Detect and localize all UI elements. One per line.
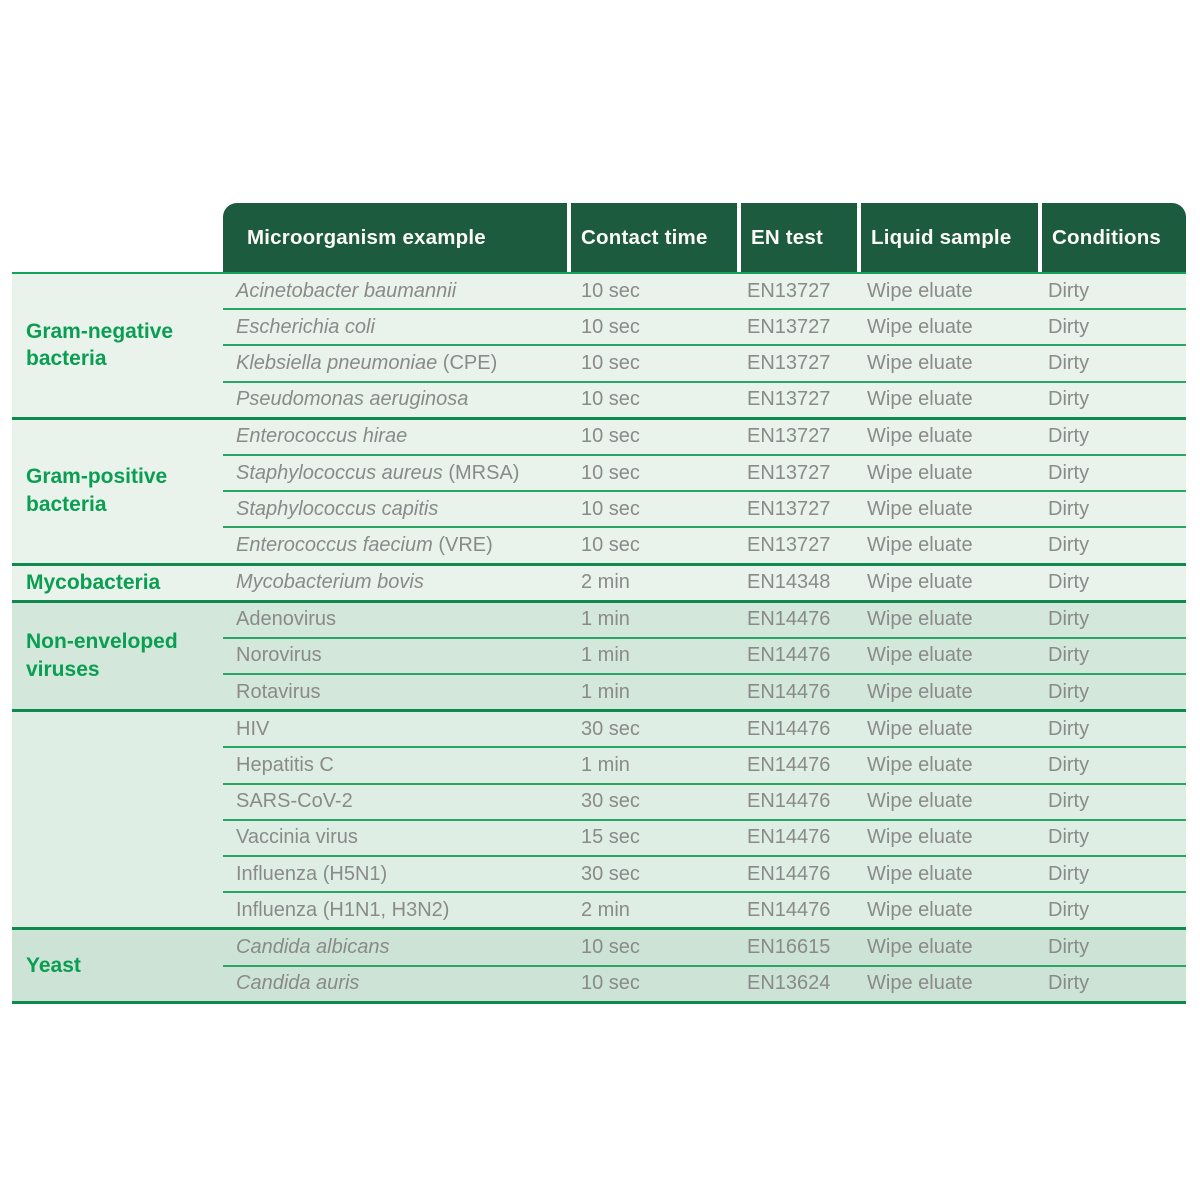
table-row	[223, 526, 1186, 562]
microorganism-cell	[223, 754, 567, 777]
liquid-sample-cell: Wipe eluate	[867, 388, 973, 411]
table-group	[12, 417, 1186, 563]
table-row	[223, 746, 1186, 782]
microorganism-latin-name: Enterococcus hirae	[236, 425, 408, 448]
contact-time-cell: 10 sec	[581, 351, 640, 374]
category-label: Gram-positive bacteria	[26, 465, 168, 517]
contact-time-cell: 10 sec	[581, 972, 640, 995]
table-row	[223, 637, 1186, 673]
conditions-cell: Dirty	[1048, 717, 1090, 740]
table-row	[223, 930, 1186, 964]
liquid-sample-cell: Wipe eluate	[867, 680, 973, 703]
en-test-cell: EN13727	[747, 425, 831, 448]
liquid-sample-cell: Wipe eluate	[867, 279, 973, 302]
en-test-cell: EN14476	[747, 862, 831, 885]
category-label: Non-enveloped viruses	[26, 630, 178, 681]
contact-time-cell: 10 sec	[581, 935, 640, 958]
table-row	[223, 855, 1186, 891]
contact-time-cell: 1 min	[581, 644, 630, 667]
liquid-sample-cell: Wipe eluate	[867, 717, 973, 740]
microorganism-cell	[223, 608, 567, 631]
liquid-sample-cell: Wipe eluate	[867, 315, 973, 338]
en-test-cell: EN14476	[747, 898, 831, 921]
liquid-sample-cell: Wipe eluate	[867, 533, 973, 556]
en-test-cell: EN13727	[747, 315, 831, 338]
en-test-cell: EN13727	[747, 279, 831, 302]
table-header-row	[223, 203, 1186, 272]
conditions-cell: Dirty	[1048, 315, 1090, 338]
microorganism-cell	[223, 425, 567, 448]
header-en-test: EN test	[741, 203, 857, 272]
conditions-cell: Dirty	[1048, 461, 1090, 484]
table-group	[12, 927, 1186, 1000]
en-test-cell: EN13727	[747, 533, 831, 556]
conditions-cell: Dirty	[1048, 898, 1090, 921]
liquid-sample-cell: Wipe eluate	[867, 754, 973, 777]
en-test-cell: EN14476	[747, 644, 831, 667]
microorganism-plain-name: (VRE)	[432, 533, 493, 556]
header-microorganism-example: Microorganism example	[223, 203, 567, 272]
contact-time-cell: 10 sec	[581, 533, 640, 556]
microorganism-cell	[223, 498, 567, 521]
microorganism-cell	[223, 644, 567, 667]
table-row	[223, 891, 1186, 927]
conditions-cell: Dirty	[1048, 425, 1090, 448]
microorganism-plain-name: Vaccinia virus	[236, 826, 358, 849]
table-group	[12, 600, 1186, 710]
table-body	[12, 272, 1186, 1004]
en-test-cell: EN13727	[747, 461, 831, 484]
contact-time-cell: 10 sec	[581, 425, 640, 448]
liquid-sample-cell: Wipe eluate	[867, 826, 973, 849]
microorganism-plain-name: (MRSA)	[442, 461, 520, 484]
contact-time-cell: 10 sec	[581, 461, 640, 484]
liquid-sample-cell: Wipe eluate	[867, 862, 973, 885]
microorganism-cell	[223, 972, 567, 995]
category-label: Yeast	[26, 953, 81, 977]
conditions-cell: Dirty	[1048, 533, 1090, 556]
en-test-cell: EN14476	[747, 826, 831, 849]
contact-time-cell: 10 sec	[581, 497, 640, 520]
microorganism-plain-name: (CPE)	[437, 351, 498, 374]
liquid-sample-cell: Wipe eluate	[867, 497, 973, 520]
microorganism-cell	[223, 534, 567, 557]
microorganism-latin-name: Mycobacterium bovis	[236, 571, 424, 594]
table-row	[223, 308, 1186, 344]
en-test-cell: EN14476	[747, 717, 831, 740]
microorganism-cell	[223, 462, 567, 485]
conditions-cell: Dirty	[1048, 935, 1090, 958]
microorganism-plain-name: Influenza (H1N1, H3N2)	[236, 898, 450, 921]
en-test-cell: EN13727	[747, 497, 831, 520]
microorganism-plain-name: Adenovirus	[236, 608, 337, 631]
contact-time-cell: 10 sec	[581, 279, 640, 302]
contact-time-cell: 2 min	[581, 571, 630, 594]
conditions-cell: Dirty	[1048, 680, 1090, 703]
en-test-cell: EN14476	[747, 680, 831, 703]
conditions-cell: Dirty	[1048, 790, 1090, 813]
microorganism-latin-name: Enterococcus faecium	[236, 533, 433, 556]
table-group	[12, 274, 1186, 417]
contact-time-cell: 2 min	[581, 898, 630, 921]
table-row	[223, 566, 1186, 600]
microorganism-latin-name: Pseudomonas aeruginosa	[236, 388, 469, 411]
en-test-cell: EN14476	[747, 754, 831, 777]
table-group	[12, 709, 1186, 927]
table-row	[223, 454, 1186, 490]
microorganism-cell	[223, 571, 567, 594]
conditions-cell: Dirty	[1048, 644, 1090, 667]
microorganism-cell	[223, 352, 567, 375]
table-row	[223, 783, 1186, 819]
category-label: Gram-negative bacteria	[26, 319, 174, 371]
en-test-cell: EN14476	[747, 790, 831, 813]
header-conditions: Conditions	[1042, 203, 1186, 272]
microorganism-cell	[223, 280, 567, 303]
microorganism-plain-name: HIV	[236, 717, 270, 740]
table-row	[223, 673, 1186, 709]
contact-time-cell: 30 sec	[581, 862, 640, 885]
liquid-sample-cell: Wipe eluate	[867, 898, 973, 921]
en-test-cell: EN13727	[747, 351, 831, 374]
contact-time-cell: 1 min	[581, 608, 630, 631]
microorganism-cell	[223, 718, 567, 741]
conditions-cell: Dirty	[1048, 279, 1090, 302]
microorganism-plain-name: SARS-CoV-2	[236, 790, 353, 813]
microorganism-latin-name: Acinetobacter baumannii	[236, 279, 457, 302]
conditions-cell: Dirty	[1048, 754, 1090, 777]
en-test-cell: EN16615	[747, 935, 831, 958]
microorganism-latin-name: Staphylococcus capitis	[236, 497, 439, 520]
table-row	[223, 420, 1186, 454]
table-row	[223, 712, 1186, 746]
liquid-sample-cell: Wipe eluate	[867, 935, 973, 958]
microorganism-cell	[223, 388, 567, 411]
microorganism-latin-name: Staphylococcus aureus	[236, 461, 443, 484]
liquid-sample-cell: Wipe eluate	[867, 461, 973, 484]
conditions-cell: Dirty	[1048, 862, 1090, 885]
en-test-cell: EN14348	[747, 571, 831, 594]
microorganism-latin-name: Candida albicans	[236, 935, 390, 958]
liquid-sample-cell: Wipe eluate	[867, 571, 973, 594]
contact-time-cell: 10 sec	[581, 315, 640, 338]
table-row	[223, 344, 1186, 380]
microorganism-cell	[223, 790, 567, 813]
category-label: Mycobacteria	[26, 570, 161, 594]
liquid-sample-cell: Wipe eluate	[867, 644, 973, 667]
conditions-cell: Dirty	[1048, 351, 1090, 374]
contact-time-cell: 15 sec	[581, 826, 640, 849]
conditions-cell: Dirty	[1048, 826, 1090, 849]
table-row	[223, 819, 1186, 855]
liquid-sample-cell: Wipe eluate	[867, 790, 973, 813]
microorganism-cell	[223, 936, 567, 959]
conditions-cell: Dirty	[1048, 972, 1090, 995]
microorganism-plain-name: Norovirus	[236, 644, 322, 667]
microorganism-latin-name: Klebsiella pneumoniae	[236, 351, 438, 374]
table-row	[223, 381, 1186, 417]
conditions-cell: Dirty	[1048, 388, 1090, 411]
en-test-cell: EN14476	[747, 608, 831, 631]
liquid-sample-cell: Wipe eluate	[867, 608, 973, 631]
header-contact-time: Contact time	[571, 203, 737, 272]
microorganism-cell	[223, 826, 567, 849]
microorganism-plain-name: Hepatitis C	[236, 754, 334, 777]
category-label	[12, 712, 223, 927]
microorganism-cell	[223, 316, 567, 339]
liquid-sample-cell: Wipe eluate	[867, 351, 973, 374]
table-row	[223, 274, 1186, 308]
microorganism-cell	[223, 899, 567, 922]
conditions-cell: Dirty	[1048, 571, 1090, 594]
microorganism-plain-name: Influenza (H5N1)	[236, 862, 388, 885]
contact-time-cell: 10 sec	[581, 388, 640, 411]
microorganism-latin-name: Escherichia coli	[236, 315, 375, 338]
table-group	[12, 563, 1186, 600]
table-row	[223, 965, 1186, 1001]
en-test-cell: EN13624	[747, 972, 831, 995]
conditions-cell: Dirty	[1048, 608, 1090, 631]
contact-time-cell: 30 sec	[581, 790, 640, 813]
microorganism-cell	[223, 681, 567, 704]
liquid-sample-cell: Wipe eluate	[867, 972, 973, 995]
contact-time-cell: 30 sec	[581, 717, 640, 740]
header-liquid-sample: Liquid sample	[861, 203, 1038, 272]
contact-time-cell: 1 min	[581, 754, 630, 777]
liquid-sample-cell: Wipe eluate	[867, 425, 973, 448]
efficacy-table	[12, 203, 1186, 1004]
contact-time-cell: 1 min	[581, 680, 630, 703]
en-test-cell: EN13727	[747, 388, 831, 411]
microorganism-latin-name: Candida auris	[236, 972, 360, 995]
table-row	[223, 490, 1186, 526]
conditions-cell: Dirty	[1048, 497, 1090, 520]
table-row	[223, 603, 1186, 637]
microorganism-cell	[223, 863, 567, 886]
microorganism-plain-name: Rotavirus	[236, 680, 321, 703]
